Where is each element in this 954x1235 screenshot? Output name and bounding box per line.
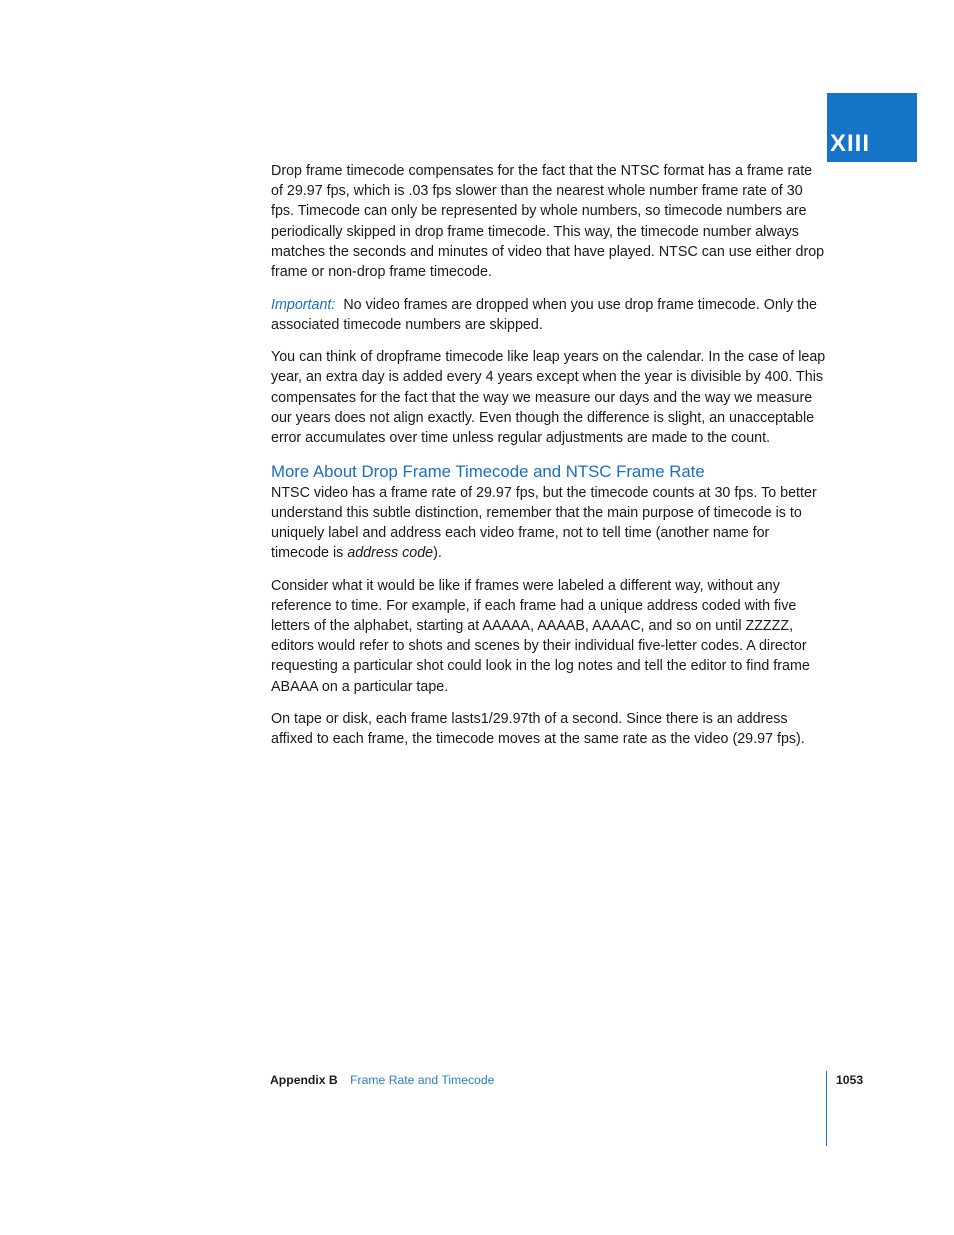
page-footer <box>270 1073 494 1087</box>
section-tab-label: XIII <box>830 130 871 157</box>
footer-chapter-link[interactable]: Frame Rate and Timecode <box>350 1073 495 1087</box>
important-text: No video frames are dropped when you use drop frame timecode. Only the associated timecode numbers are skipped. <box>271 296 817 333</box>
page-number: 1053 <box>836 1073 864 1087</box>
address-code-term: address code <box>347 545 434 562</box>
paragraph-leap-year: You can think of dropframe timecode like leap years on the calendar. In the case of leap year, an extra day is added every 4 years except when the year is divisible by 400. This compensates for the fact that the way we measure our days and the way we measure our years does not align exactly. Even though the difference is slight, an unacceptable error accumulates over time unless regular adjustments are made to the count. <box>271 349 826 447</box>
section-tab <box>827 93 917 162</box>
section-heading: More About Drop Frame Timecode and NTSC Frame Rate <box>271 461 705 481</box>
paragraph-ntsc-rate <box>271 483 828 564</box>
paragraph-drop-frame-intro: Drop frame timecode compensates for the fact that the NTSC format has a frame rate of 29.97 fps, which is .03 fps slower than the nearest whole number frame rate of 30 fps. Timecode can only be represented by whole numbers, so timecode numbers are periodically skipped in drop frame timecode. This way, the timecode number always matches the seconds and minutes of video that have played. NTSC can use either drop frame or non-drop frame timecode. <box>271 163 825 281</box>
main-content <box>271 161 828 762</box>
footer-divider <box>826 1071 827 1146</box>
footer-appendix: Appendix B <box>270 1073 338 1087</box>
paragraph-frame-duration: On tape or disk, each frame lasts1/29.97th of a second. Since there is an address affixed to each frame, the timecode moves at the same rate as the video (29.97 fps). <box>271 711 805 748</box>
paragraph-ntsc-rate-end: ). <box>433 545 442 562</box>
paragraph-address-labels: Consider what it would be like if frames were labeled a different way, without any reference to time. For example, if each frame had a unique address coded with five letters of the alphabet, starting at AAAAA, AAAAB, AAAAC, and so on until ZZZZZ, editors would refer to shots and scenes by their individual five-letter codes. A director requesting a particular shot could look in the log notes and tell the editor to find frame ABAAA on a particular tape. <box>271 577 810 695</box>
paragraph-ntsc-rate-text: NTSC video has a frame rate of 29.97 fps, but the timecode counts at 30 fps. To better understand this subtle distinction, remember that the main purpose of timecode is to uniquely label and address each video frame, not to tell time (another name for timecode is <box>271 484 817 562</box>
important-note <box>271 295 828 335</box>
important-label: Important: <box>271 296 336 313</box>
